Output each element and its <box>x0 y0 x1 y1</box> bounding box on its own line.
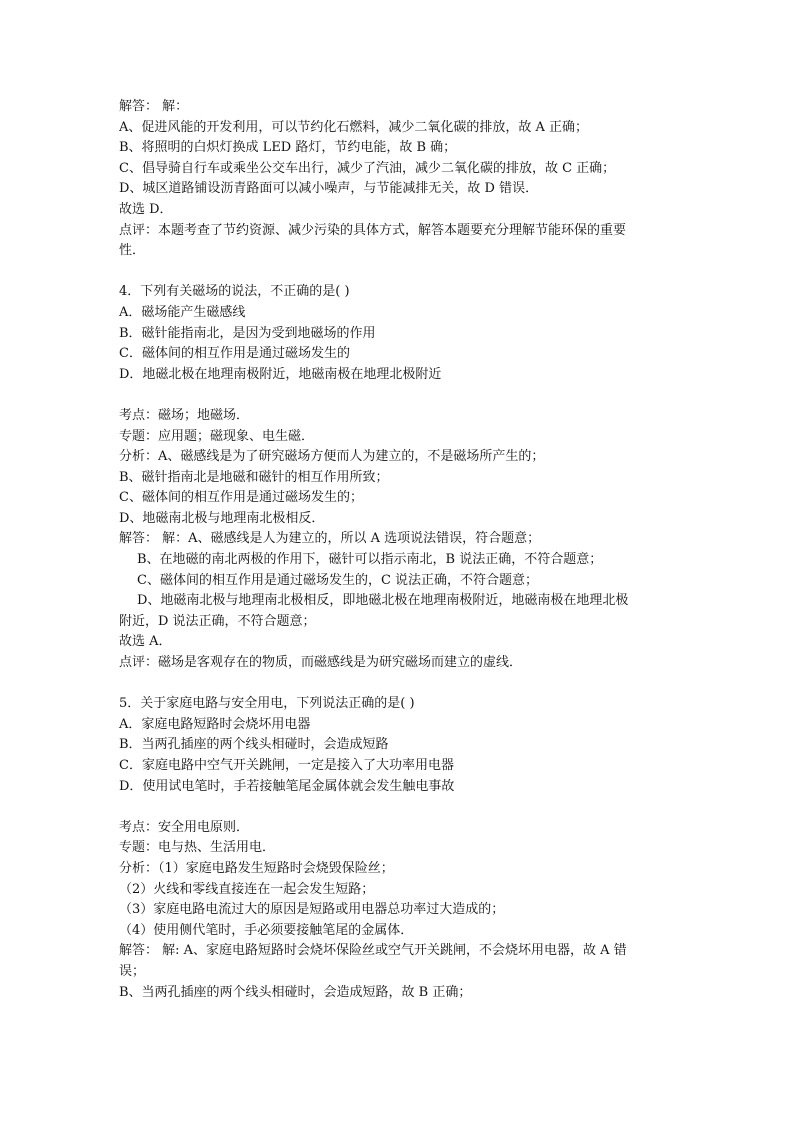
q4-fenxi: 分析：A、磁感线是为了研究磁场方便而人为建立的，不是磁场所产生的； <box>119 449 545 465</box>
q4-option-c: C．磁体间的相互作用是通过磁场发生的 <box>119 346 350 362</box>
q3-answer-label: 解答： 解： <box>119 99 189 114</box>
spacer <box>119 797 679 818</box>
q5-option-a: A．家庭电路短路时会烧坏用电器 <box>119 716 311 732</box>
q4-fenxi-d: D、地磁南北极与地理南北极相反． <box>119 510 325 526</box>
q4-zhuanti: 专题：应用题；磁现象、电生磁． <box>119 428 315 444</box>
q5-fenxi-2: （2）火线和零线直接连在一起会发生短路； <box>119 881 375 897</box>
q4-jieda: 解答： 解：A、磁感线是人为建立的，所以 A 选项说法错误，符合题意； <box>119 531 541 547</box>
q4-stem: 4．下列有关磁场的说法，不正确的是( ) <box>119 284 350 300</box>
q4-jieda-b: B、在地磁的南北两极的作用下，磁针可以指示南北，B 说法正确，不符合题意； <box>137 552 603 568</box>
q5-fenxi-4: （4）使用侧代笔时，手必须要接触笔尾的金属体． <box>119 922 414 938</box>
q5-stem: 5．关于家庭电路与安全用电，下列说法正确的是( ) <box>119 696 415 712</box>
q3-solution-b: B、将照明的白炽灯换成 LED 路灯，节约电能，故 B 确； <box>119 140 457 156</box>
q5-option-b: B．当两孔插座的两个线头相碰时，会造成短路 <box>119 737 389 753</box>
q5-zhuanti: 专题：电与热、生活用电． <box>119 840 276 856</box>
q3-choice: 故选 D． <box>119 201 173 217</box>
q5-option-d: D．使用试电笔时，手若接触笔尾金属体就会发生触电事故 <box>119 778 455 794</box>
q4-jieda-d: D、地磁南北极与地理南北极相反，即地磁北极在地理南极附近，地磁南极在地理北极 <box>137 593 629 609</box>
q5-jieda-b: B、当两孔插座的两个线头相碰时，会造成短路，故 B 正确； <box>119 984 472 1000</box>
q4-fenxi-c: C、磁体间的相互作用是通过磁场发生的； <box>119 490 363 506</box>
spacer <box>119 262 679 283</box>
document-page <box>119 97 679 1003</box>
q5-option-c: C．家庭电路中空气开关跳闸，一定是接入了大功率用电器 <box>119 758 454 773</box>
q4-choice: 故选 A． <box>119 634 172 650</box>
q3-solution-d: D、城区道路铺设沥青路面可以减小噪声，与节能减排无关，故 D 错误． <box>119 181 539 197</box>
spacer <box>119 674 679 695</box>
q4-jieda-d-cont: 附近，D 说法正确，不符合题意； <box>119 613 316 629</box>
q4-jieda-c: C、磁体间的相互作用是通过磁场发生的，C 说法正确，不符合题意； <box>137 572 539 588</box>
q5-fenxi: 分析：（1）家庭电路发生短路时会烧毁保险丝； <box>119 860 394 876</box>
q5-jieda: 解答： 解: A、家庭电路短路时会烧坏保险丝或空气开关跳闸，不会烧坏用电器，故 A 错 <box>119 943 627 959</box>
q4-fenxi-b: B、磁针指南北是地磁和磁针的相互作用所致； <box>119 469 389 485</box>
q5-fenxi-3: （3）家庭电路电流过大的原因是短路或用电器总功率过大造成的； <box>119 902 505 918</box>
q5-jieda-cont: 误； <box>119 963 146 979</box>
q3-comment-cont: 性． <box>119 243 146 259</box>
q5-kaodian: 考点：安全用电原则． <box>119 819 250 835</box>
q4-option-b: B．磁针能指南北，是因为受到地磁场的作用 <box>119 325 376 341</box>
q4-option-a: A．磁场能产生磁感线 <box>119 304 246 320</box>
q4-kaodian: 考点：磁场；地磁场． <box>119 407 250 423</box>
q3-solution-c: C、倡导骑自行车或乘坐公交车出行，减少了汽油，减少二氧化碳的排放，故 C 正确； <box>119 160 616 176</box>
q4-option-d: D．地磁北极在地理南极附近，地磁南极在地理北极附近 <box>119 366 442 382</box>
q3-comment: 点评：本题考查了节约资源、减少污染的具体方式，解答本题要充分理解节能环保的重要 <box>119 222 627 238</box>
spacer <box>119 385 679 406</box>
q3-solution-a: A、促进风能的开发利用，可以节约化石燃料，减少二氧化碳的排放，故 A 正确； <box>119 119 589 135</box>
q4-comment: 点评：磁场是客观存在的物质，而磁感线是为研究磁场而建立的虚线． <box>119 655 523 671</box>
